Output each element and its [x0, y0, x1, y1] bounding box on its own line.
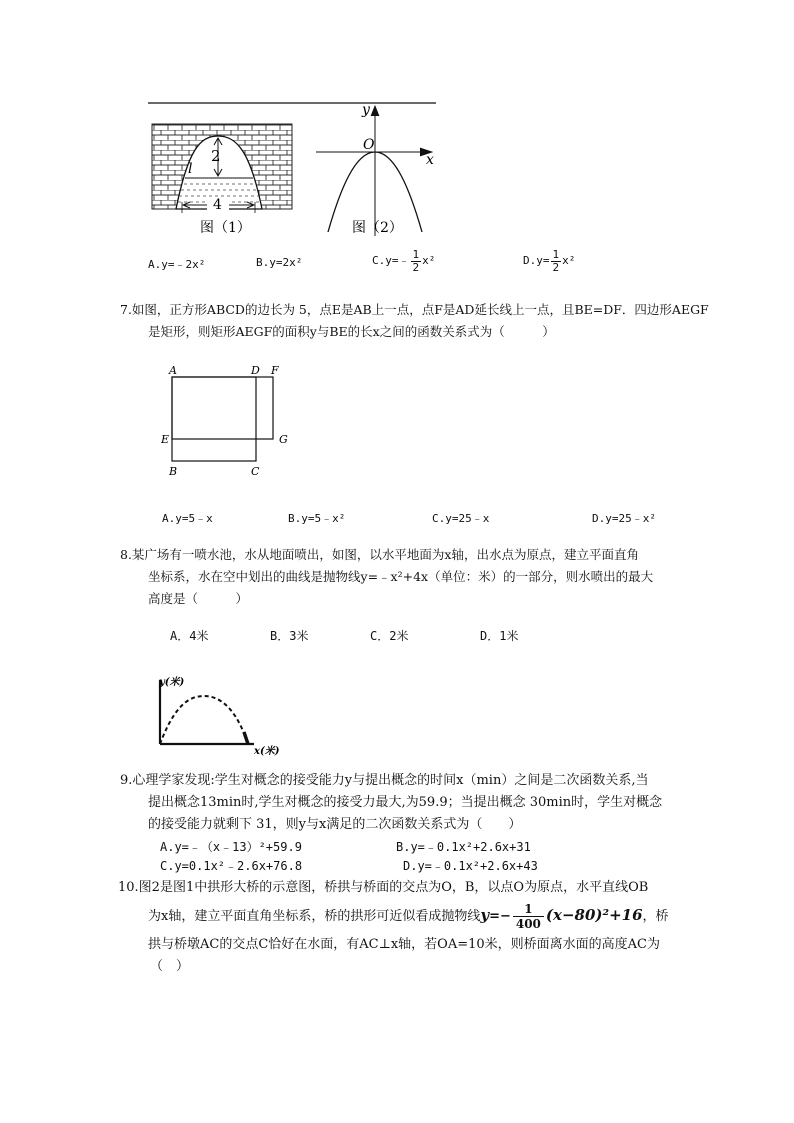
q10-line3: 拱与桥墩AC的交点C恰好在水面，有AC⊥x轴，若OA=10米，则桥面离水面的高度AC为: [148, 937, 660, 952]
q6-c-suffix: x²: [422, 254, 436, 267]
rectangle-aegf: [172, 377, 273, 439]
q8-fig-y-label: y(米): [159, 677, 185, 688]
q7-option-a[interactable]: A.y=5﹣x: [162, 512, 213, 525]
q10-formula-fraction: $\frac{1}{400}$: [513, 902, 544, 931]
square-abcd: [172, 377, 256, 461]
q6-option-b[interactable]: B.y=2x²: [256, 256, 303, 269]
q10-line2-prefix: 为x轴，建立平面直角坐标系，桥的拱形可近似看成抛物线: [148, 909, 481, 924]
q8-option-a[interactable]: A．4米: [170, 629, 209, 643]
q6-c-fraction: $\frac{1}{2}$: [412, 247, 420, 274]
fig2-axis-y: y: [362, 102, 370, 118]
q10-formula-eq: =−: [489, 909, 511, 924]
q8-line1: 8.某广场有一喷水池，水从地面喷出，如图，以水平地面为x轴，出水点为原点，建立平面直角: [120, 547, 639, 562]
q8-option-c[interactable]: C．2米: [370, 629, 409, 643]
fig1-line-label: l: [188, 161, 193, 177]
fig1-width-label: 4: [213, 197, 222, 213]
figure-2-parabola: [316, 106, 432, 236]
q6-d-fraction: $\frac{1}{2}$: [552, 247, 560, 274]
q8-option-b[interactable]: B．3米: [270, 629, 309, 643]
q6-option-c[interactable]: [372, 246, 435, 276]
fig1-caption: 图（1）: [200, 220, 251, 236]
q8-fountain-figure: [150, 674, 290, 756]
label-f: F: [271, 364, 279, 377]
q8-line3: 高度是（ ）: [148, 591, 249, 606]
fig1-height-label: 2: [211, 147, 221, 165]
q10-line1: 10.图2是图1中拱形大桥的示意图，桥拱与桥面的交点为O，B，以点O为原点，水平直线OB: [118, 880, 649, 895]
fig2-caption: 图（2）: [352, 220, 403, 236]
q8-option-d[interactable]: D．1米: [480, 629, 519, 643]
q10-line4: （ ）: [150, 959, 190, 974]
top-figures: [0, 0, 794, 240]
q10-line2: [148, 898, 669, 934]
q6-d-suffix: x²: [562, 254, 576, 267]
q9-option-c[interactable]: C.y=0.1x²﹣2.6x+76.8: [160, 859, 303, 873]
q10-formula-rest: (x−80)²+16: [545, 906, 643, 924]
q10-formula-y: y: [480, 906, 490, 924]
q7-option-d[interactable]: D.y=25﹣x²: [592, 512, 656, 525]
label-d: D: [251, 364, 260, 377]
q9-option-d[interactable]: D.y=﹣0.1x²+2.6x+43: [403, 859, 538, 873]
q9-option-b[interactable]: B.y=﹣0.1x²+2.6x+31: [396, 840, 531, 854]
q7-line2: 是矩形，则矩形AEGF的面积y与BE的长x之间的函数关系式为（ ）: [148, 324, 555, 339]
q7-figure: [160, 362, 300, 482]
q10-line2-suffix: ，桥: [642, 909, 669, 924]
q7-option-c[interactable]: C.y=25﹣x: [432, 512, 490, 525]
q8-line2: 坐标系，水在空中划出的曲线是抛物线y=﹣x²+4x（单位：米）的一部分，则水喷出的最大: [148, 569, 654, 584]
fig2-origin: O: [363, 137, 375, 153]
q6-option-d[interactable]: [523, 246, 575, 276]
q7-option-b[interactable]: B.y=5﹣x²: [288, 512, 346, 525]
q8-fig-x-label: x(米): [254, 746, 280, 756]
q9-line1: 9.心理学家发现:学生对概念的接受能力y与提出概念的时间x（min）之间是二次函数关系,当: [120, 773, 649, 788]
q9-line3: 的接受能力就剩下 31，则y与x满足的二次函数关系式为（ ）: [148, 817, 522, 832]
label-c: C: [251, 465, 260, 478]
label-a: A: [169, 364, 177, 377]
q6-c-prefix: C.y=﹣: [372, 254, 410, 267]
q9-line2: 提出概念13min时,学生对概念的接受力最大,为59.9；当提出概念 30min时，学生对概念: [148, 795, 663, 810]
q6-option-a[interactable]: A.y=﹣2x²: [148, 258, 206, 271]
fig2-axis-x: x: [426, 152, 434, 168]
label-g: G: [279, 433, 288, 446]
q7-line1: 7.如图，正方形ABCD的边长为 5，点E是AB上一点，点F是AD延长线上一点，且BE=DF．四边形AEGF: [120, 302, 709, 317]
label-b: B: [169, 465, 178, 478]
label-e: E: [161, 433, 170, 446]
q9-option-a[interactable]: A.y=﹣（x﹣13）²+59.9: [160, 840, 302, 854]
q6-d-prefix: D.y=: [523, 254, 550, 267]
